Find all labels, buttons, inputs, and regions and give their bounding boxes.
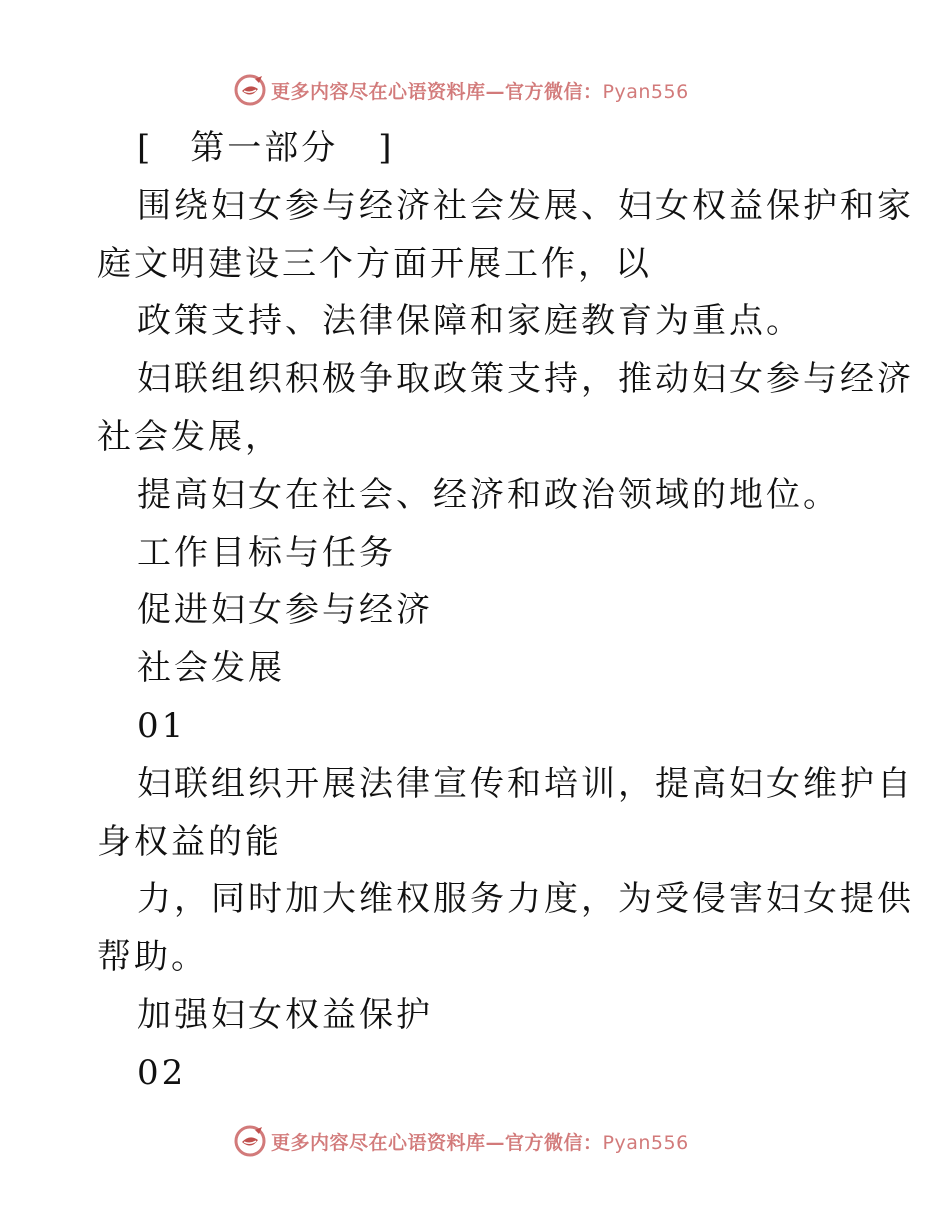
- paragraph-line: 妇联组织积极争取政策支持，推动妇女参与经济: [137, 359, 914, 400]
- watermark-account: Pyan556: [602, 80, 689, 103]
- subheading-line: 工作目标与任务: [137, 532, 396, 573]
- paragraph-line: 帮助。: [97, 937, 208, 978]
- document-body: [97, 120, 914, 1103]
- watermark-footer: [233, 1121, 689, 1161]
- watermark-text: [271, 1128, 689, 1155]
- subheading-line: 加强妇女权益保护: [137, 994, 433, 1035]
- heading-open-bracket: [: [137, 128, 151, 168]
- subheading-line: 社会发展: [137, 648, 285, 689]
- paragraph-line: 提高妇女在社会、经济和政治领域的地位。: [137, 474, 840, 515]
- heading-title: 第一部分: [190, 128, 339, 168]
- paragraph-line: 身权益的能: [97, 821, 282, 862]
- watermark-label: 更多内容尽在心语资料库—官方微信：: [271, 80, 603, 103]
- heading-close-bracket: ]: [378, 128, 392, 168]
- paragraph-line: 妇联组织开展法律宣传和培训，提高妇女维护自: [137, 763, 914, 804]
- mouth-logo-icon: [233, 1124, 267, 1158]
- paragraph-line: 政策支持、法律保障和家庭教育为重点。: [137, 301, 803, 342]
- watermark-text: [271, 77, 689, 104]
- item-number: 01: [137, 705, 187, 746]
- section-heading: [97, 120, 857, 178]
- mouth-logo-icon: [233, 73, 267, 107]
- watermark-label: 更多内容尽在心语资料库—官方微信：: [271, 1131, 603, 1154]
- subheading-line: 促进妇女参与经济: [137, 590, 433, 631]
- item-number: 02: [137, 1052, 187, 1093]
- paragraph-line: 围绕妇女参与经济社会发展、妇女权益保护和家: [137, 185, 914, 226]
- paragraph-line: 社会发展，: [97, 416, 282, 457]
- watermark-account: Pyan556: [602, 1131, 689, 1154]
- paragraph-line: 庭文明建设三个方面开展工作，以: [97, 243, 652, 284]
- watermark-header: [233, 70, 689, 110]
- paragraph-line: 力，同时加大维权服务力度，为受侵害妇女提供: [137, 879, 914, 920]
